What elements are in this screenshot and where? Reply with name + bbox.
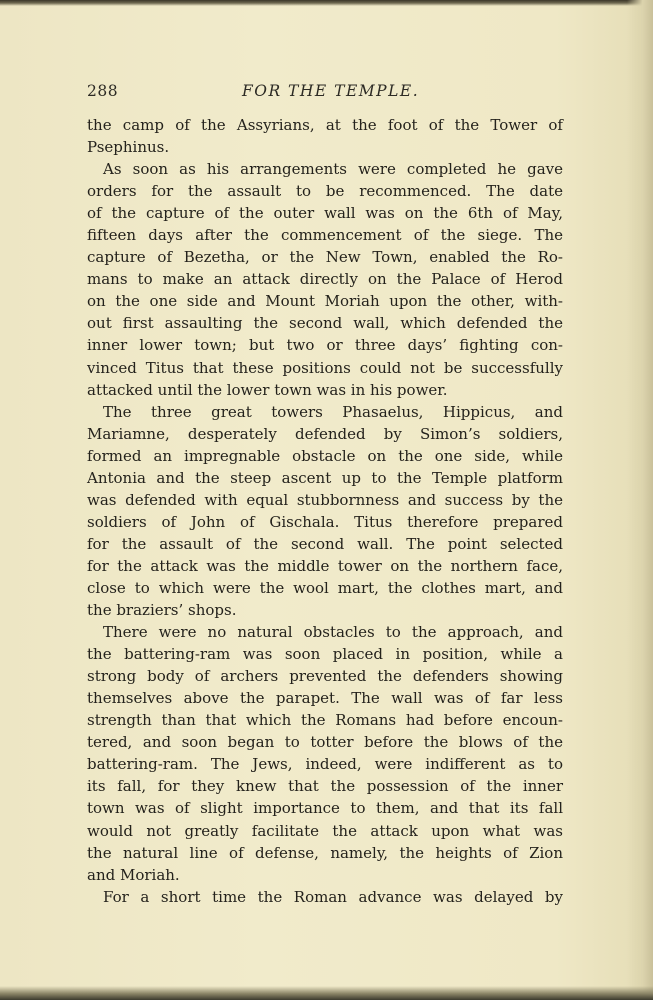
text-line: strength than that which the Romans had before encoun- [87,711,563,730]
text-line: for the assault of the second wall. The point selected [87,534,563,553]
text-line: of the capture of the outer wall was on the 6th of May, [87,204,563,223]
page-bottom-edge [0,986,653,1000]
text-line: the natural line of defense, namely, the heights of Zion [87,843,563,862]
text-line: would not greatly facilitate the attack upon what was [87,821,563,840]
text-line: the camp of the Assyrians, at the foot of the Tower of [87,116,563,134]
page-right-edge [627,0,653,1000]
text-line: soldiers of John of Gischala. Titus therefore prepared [87,512,563,531]
page-header [87,82,565,104]
page-number: 288 [87,82,119,100]
text-line: As soon as his arrangements were completed he gave [103,160,563,179]
text-line: The three great towers Phasaelus, Hippicus, and [103,402,563,421]
text-line: town was of slight importance to them, and that its fall [87,799,563,818]
text-line: Psephinus. [87,138,170,157]
text-line: mans to make an attack directly on the Palace of Herod [87,270,563,289]
text-line: inner lower town; but two or three days’ fighting con- [87,336,563,355]
text-line: attacked until the lower town was in his power. [87,380,448,399]
text-line: the battering-ram was soon placed in position, while a [87,645,563,664]
text-line: was defended with equal stubbornness and success by the [87,490,563,509]
text-line: out first assaulting the second wall, which defended the [87,314,563,333]
body-text [87,114,563,908]
page-top-shadow [0,0,653,6]
text-line: and Moriah. [87,865,180,884]
text-line: fifteen days after the commencement of the siege. The [87,226,563,245]
text-line: formed an impregnable obstacle on the one side, while [87,446,563,465]
running-title: FOR THE TEMPLE. [242,82,420,100]
text-line: on the one side and Mount Moriah upon the other, with- [87,292,563,311]
text-line: vinced Titus that these positions could not be successfully [87,358,563,377]
text-line: the braziers’ shops. [87,601,237,620]
text-line: Mariamne, desperately defended by Simon’s soldiers, [87,424,563,443]
text-line: its fall, for they knew that the possession of the inner [87,777,563,796]
text-line: tered, and soon began to totter before the blows of the [87,733,563,752]
text-line: There were no natural obstacles to the approach, and [103,623,563,642]
text-line: themselves above the parapet. The wall was of far less [87,689,563,708]
text-line: battering-ram. The Jews, indeed, were indifferent as to [87,755,563,774]
text-line: close to which were the wool mart, the clothes mart, and [87,578,563,597]
text-line: orders for the assault to be recommenced. The date [87,182,563,201]
text-line: capture of Bezetha, or the New Town, enabled the Ro- [87,248,563,267]
text-line: Antonia and the steep ascent up to the Temple platform [87,468,563,487]
text-line: for the attack was the middle tower on the northern face, [87,556,563,575]
text-line: For a short time the Roman advance was delayed by [103,887,563,906]
text-line: strong body of archers prevented the defenders showing [87,667,563,686]
